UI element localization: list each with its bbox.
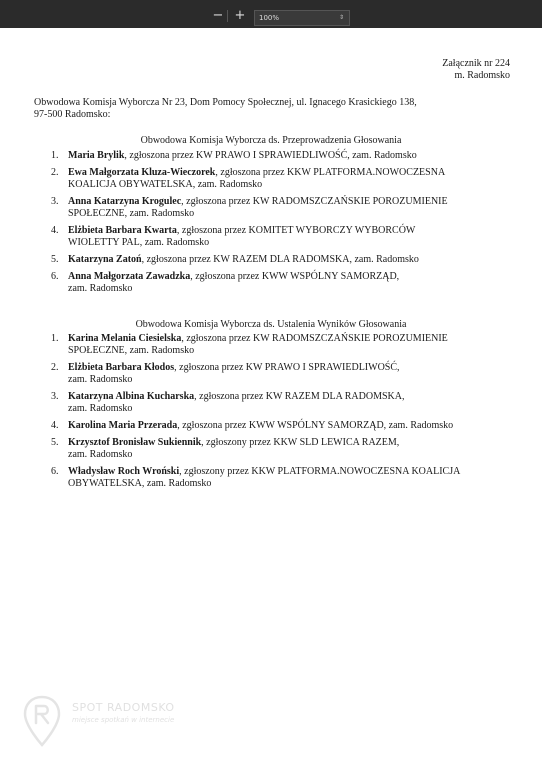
member-list-voting — [51, 150, 511, 300]
commission-address — [34, 97, 504, 121]
list-item: 6. Anna Małgorzata Zawadzka, zgłoszona przez KWW WSPÓLNY SAMORZĄD, zam. Radomsko — [51, 271, 400, 294]
member-name: Katarzyna Albina Kucharska — [68, 391, 195, 402]
watermark-subtitle: miejsce spotkań w internecie — [72, 716, 175, 724]
address-line-1: Obwodowa Komisja Wyborcza Nr 23, Dom Pomocy Społecznej, ul. Ignacego Krasickiego 138, — [34, 97, 417, 108]
list-item: 2. Ewa Małgorzata Kluza-Wieczorek, zgłoszona przez KKW PLATFORMA.NOWOCZESNA KOALICJA OBYWATELSKA, zam. Radomsko — [51, 167, 446, 190]
member-name: Karina Melania Ciesielska — [68, 333, 182, 344]
list-item: 3. Katarzyna Albina Kucharska, zgłoszona przez KW RAZEM DLA RADOMSKA, zam. Radomsko — [51, 391, 405, 414]
section-title-voting: Obwodowa Komisja Wyborcza ds. Przeprowadzenia Głosowania — [140, 135, 402, 146]
list-item: 6. Władysław Roch Wroński, zgłoszony przez KKW PLATFORMA.NOWOCZESNA KOALICJA OBYWATELSKA, zam. Radomsko — [51, 466, 461, 489]
member-name: Krzysztof Bronisław Sukiennik — [68, 437, 202, 448]
spot-radomsko-logo-icon — [22, 695, 62, 747]
list-item: 5. Katarzyna Zatoń, zgłoszona przez KW RAZEM DLA RADOMSKA, zam. Radomsko — [51, 254, 419, 265]
member-name: Katarzyna Zatoń — [68, 254, 142, 265]
list-item: 1. Maria Brylik, zgłoszona przez KW PRAWO I SPRAWIEDLIWOŚĆ, zam. Radomsko — [51, 150, 417, 161]
watermark-title: SPOT RADOMSKO — [72, 701, 175, 714]
list-item: 5. Krzysztof Bronisław Sukiennik, zgłoszony przez KKW SLD LEWICA RAZEM, zam. Radomsko — [51, 437, 400, 460]
document-page — [0, 28, 542, 768]
member-name: Anna Małgorzata Zawadzka — [68, 271, 191, 282]
zoom-select[interactable] — [254, 10, 350, 26]
address-line-2: 97-500 Radomsko: — [34, 109, 111, 120]
section-title-results: Obwodowa Komisja Wyborcza ds. Ustalenia Wyników Głosowania — [135, 319, 407, 330]
member-name: Anna Katarzyna Krogulec — [68, 196, 182, 207]
list-item: 1. Karina Melania Ciesielska, zgłoszona przez KW RADOMSZCZAŃSKIE POROZUMIENIE SPOŁECZNE, zam. Radomsko — [51, 333, 448, 356]
site-watermark — [22, 695, 222, 755]
member-name: Maria Brylik — [68, 150, 125, 161]
member-name: Elżbieta Barbara Kwarta — [68, 225, 177, 236]
member-name: Elżbieta Barbara Kłodos — [68, 362, 175, 373]
toolbar-separator — [227, 10, 228, 22]
list-item: 4. Elżbieta Barbara Kwarta, zgłoszona przez KOMITET WYBORCZY WYBORCÓW WIOLETTY PAL, zam. Radomsko — [51, 225, 416, 248]
annex-number: Załącznik nr 224 — [442, 58, 510, 69]
list-item: 4. Karolina Maria Przerada, zgłoszona przez KWW WSPÓLNY SAMORZĄD, zam. Radomsko — [51, 420, 454, 431]
member-name: Karolina Maria Przerada — [68, 420, 178, 431]
chevron-updown-icon: ⇕ — [338, 14, 344, 21]
zoom-in-button[interactable]: + — [234, 8, 246, 23]
zoom-value: 100% — [259, 14, 280, 22]
toolbar-strip — [0, 0, 542, 28]
list-item: 2. Elżbieta Barbara Kłodos, zgłoszona przez KW PRAWO I SPRAWIEDLIWOŚĆ, zam. Radomsko — [51, 362, 400, 385]
member-name: Władysław Roch Wroński — [68, 466, 180, 477]
member-name: Ewa Małgorzata Kluza-Wieczorek — [68, 167, 216, 178]
list-item: 3. Anna Katarzyna Krogulec, zgłoszona przez KW RADOMSZCZAŃSKIE POROZUMIENIE SPOŁECZNE, zam. Radomsko — [51, 196, 448, 219]
annex-city: m. Radomsko — [454, 70, 510, 81]
zoom-out-button[interactable]: − — [212, 8, 224, 23]
member-list-results — [51, 333, 511, 495]
annex-header — [442, 58, 510, 82]
